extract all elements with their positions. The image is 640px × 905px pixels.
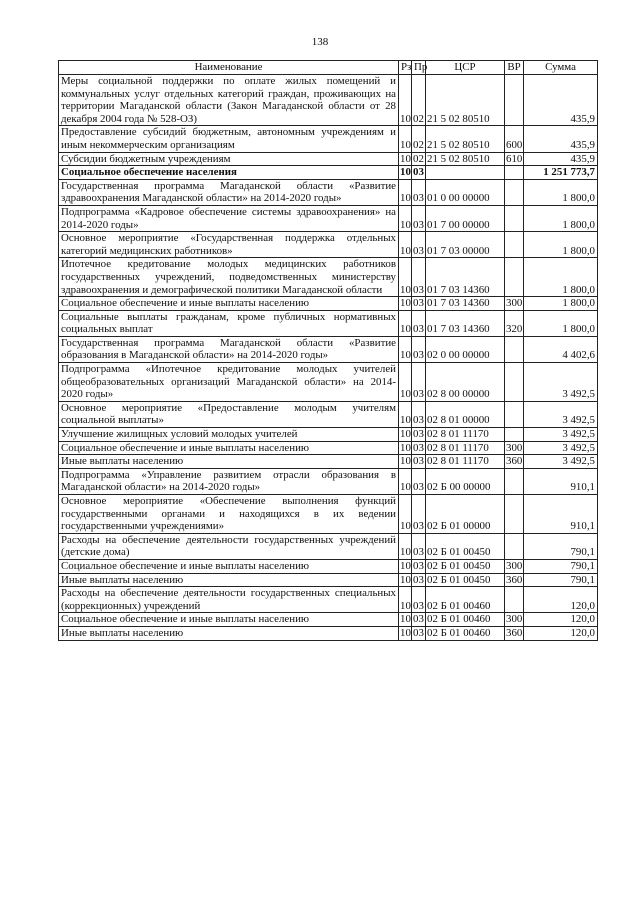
cell-pr: 03 xyxy=(412,179,426,205)
table-row xyxy=(59,428,598,442)
table-row xyxy=(59,152,598,166)
cell-name: Социальное обеспечение и иные выплаты населению xyxy=(59,613,399,627)
cell-sum: 3 492,5 xyxy=(524,428,598,442)
cell-sum: 435,9 xyxy=(524,152,598,166)
cell-rz: 10 xyxy=(400,166,411,179)
cell-pr: 03 xyxy=(412,533,426,559)
cell-pr: 03 xyxy=(412,401,426,427)
cell-name: Основное мероприятие «Предоставление молодым учителям социальной выплаты» xyxy=(59,401,399,427)
cell-sum: 3 492,5 xyxy=(524,455,598,469)
header-sum: Сумма xyxy=(524,61,598,75)
cell-pr: 02 xyxy=(412,126,426,152)
cell-vr xyxy=(505,401,524,427)
cell-pr: 03 xyxy=(412,336,426,362)
cell-csr: 02 8 01 11170 xyxy=(426,428,505,442)
cell-vr xyxy=(505,587,524,613)
cell-csr: 21 5 02 80510 xyxy=(426,75,505,126)
cell-csr: 02 8 01 11170 xyxy=(426,455,505,469)
cell-sum: 120,0 xyxy=(524,626,598,640)
cell-csr: 01 0 00 00000 xyxy=(426,179,505,205)
table-row xyxy=(59,559,598,573)
cell-rz: 10 xyxy=(400,297,411,310)
cell-name: Подпрограмма «Управление развитием отрасли образования в Магаданской области» на 2014-2020 годы» xyxy=(59,468,399,494)
table-row xyxy=(59,626,598,640)
cell-csr xyxy=(426,166,505,180)
cell-vr: 300 xyxy=(506,613,523,626)
cell-name: Социальные выплаты гражданам, кроме публичных нормативных социальных выплат xyxy=(59,310,399,336)
table-row xyxy=(59,75,598,126)
cell-pr: 03 xyxy=(413,613,424,626)
cell-sum: 1 800,0 xyxy=(524,179,598,205)
cell-rz: 10 xyxy=(400,152,411,165)
cell-sum: 1 251 773,7 xyxy=(524,166,598,180)
cell-csr: 02 Б 01 00450 xyxy=(426,559,505,573)
cell-vr: 360 xyxy=(506,626,523,639)
cell-pr: 03 xyxy=(412,468,426,494)
cell-rz: 10 xyxy=(399,258,412,297)
cell-rz: 10 xyxy=(399,75,412,126)
cell-vr xyxy=(505,363,524,402)
cell-name: Основное мероприятие «Обеспечение выполнения функций государственными органами и находящихся в их ведении государственными учреждениями» xyxy=(59,495,399,534)
cell-vr xyxy=(505,468,524,494)
cell-sum: 790,1 xyxy=(524,533,598,559)
cell-pr: 03 xyxy=(413,166,424,179)
cell-rz: 10 xyxy=(400,613,411,626)
budget-table xyxy=(58,60,598,641)
table-row xyxy=(59,455,598,469)
cell-csr: 02 Б 01 00460 xyxy=(426,613,505,627)
cell-name: Социальное обеспечение и иные выплаты населению xyxy=(59,441,399,455)
table-row xyxy=(59,468,598,494)
table-row xyxy=(59,363,598,402)
cell-sum: 4 402,6 xyxy=(524,336,598,362)
cell-pr: 03 xyxy=(413,573,424,586)
cell-pr: 03 xyxy=(413,626,424,639)
table-row xyxy=(59,533,598,559)
cell-vr xyxy=(505,428,524,442)
cell-rz: 10 xyxy=(399,468,412,494)
cell-rz: 10 xyxy=(399,363,412,402)
cell-pr: 03 xyxy=(412,232,426,258)
cell-vr xyxy=(505,232,524,258)
page-number: 138 xyxy=(311,36,329,48)
cell-csr: 02 Б 00 00000 xyxy=(426,468,505,494)
cell-sum: 120,0 xyxy=(524,587,598,613)
cell-rz: 10 xyxy=(399,533,412,559)
table-row xyxy=(59,573,598,587)
cell-pr: 03 xyxy=(413,297,424,310)
cell-vr xyxy=(505,495,524,534)
cell-vr xyxy=(505,75,524,126)
cell-name: Социальное обеспечение и иные выплаты населению xyxy=(59,297,399,311)
cell-vr xyxy=(505,336,524,362)
cell-csr: 01 7 03 00000 xyxy=(426,232,505,258)
cell-rz: 10 xyxy=(399,587,412,613)
cell-name: Государственная программа Магаданской области «Развитие здравоохранения Магаданской области» на 2014-2020 годы» xyxy=(59,179,399,205)
cell-csr: 02 8 01 00000 xyxy=(426,401,505,427)
cell-sum: 1 800,0 xyxy=(524,310,598,336)
table-row xyxy=(59,205,598,231)
cell-rz: 10 xyxy=(399,205,412,231)
table-row xyxy=(59,587,598,613)
table-row xyxy=(59,258,598,297)
cell-name: Социальное обеспечение и иные выплаты населению xyxy=(59,559,399,573)
cell-pr: 03 xyxy=(412,310,426,336)
cell-csr: 01 7 03 14360 xyxy=(426,258,505,297)
cell-sum: 790,1 xyxy=(524,573,598,587)
cell-vr: 600 xyxy=(505,126,524,152)
cell-csr: 02 Б 01 00460 xyxy=(426,626,505,640)
cell-vr xyxy=(505,179,524,205)
cell-csr: 21 5 02 80510 xyxy=(426,152,505,166)
cell-csr: 02 Б 01 00000 xyxy=(426,495,505,534)
cell-csr: 01 7 03 14360 xyxy=(426,310,505,336)
cell-name: Иные выплаты населению xyxy=(59,573,399,587)
cell-pr: 03 xyxy=(412,495,426,534)
cell-rz: 10 xyxy=(399,401,412,427)
cell-sum: 3 492,5 xyxy=(524,401,598,427)
header-rz: Рз xyxy=(399,61,412,75)
table-row xyxy=(59,166,598,180)
cell-name: Меры социальной поддержки по оплате жилых помещений и коммунальных услуг отдельных категорий граждан, проживающих на территории Магаданской области (Закон Магаданской области от 28 декабря 2004 года № 528-ОЗ) xyxy=(59,75,399,126)
cell-name: Улучшение жилищных условий молодых учителей xyxy=(59,428,399,442)
cell-rz: 10 xyxy=(400,573,411,586)
cell-rz: 10 xyxy=(399,495,412,534)
cell-name: Подпрограмма «Кадровое обеспечение системы здравоохранения» на 2014-2020 годы» xyxy=(59,205,399,231)
cell-pr: 03 xyxy=(412,363,426,402)
cell-sum: 1 800,0 xyxy=(524,297,598,311)
cell-name: Предоставление субсидий бюджетным, автономным учреждениям и иным некоммерческим организациям xyxy=(59,126,399,152)
cell-csr: 21 5 02 80510 xyxy=(426,126,505,152)
cell-name: Иные выплаты населению xyxy=(59,455,399,469)
cell-name: Расходы на обеспечение деятельности государственных специальных (коррекционных) учреждений xyxy=(59,587,399,613)
cell-csr: 02 Б 01 00460 xyxy=(426,587,505,613)
cell-vr: 360 xyxy=(506,573,523,586)
cell-sum: 1 800,0 xyxy=(524,232,598,258)
cell-vr xyxy=(505,166,524,180)
cell-vr: 320 xyxy=(505,310,524,336)
cell-rz: 10 xyxy=(399,232,412,258)
cell-vr: 300 xyxy=(506,559,523,572)
table-row xyxy=(59,179,598,205)
cell-rz: 10 xyxy=(399,179,412,205)
cell-rz: 10 xyxy=(400,428,411,441)
cell-rz: 10 xyxy=(399,126,412,152)
table-header-row xyxy=(59,61,598,75)
cell-pr: 03 xyxy=(413,441,424,454)
cell-rz: 10 xyxy=(400,626,411,639)
header-vr: ВР xyxy=(505,61,524,75)
cell-vr xyxy=(505,205,524,231)
cell-name: Государственная программа Магаданской области «Развитие образования в Магаданской области» на 2014-2020 годы» xyxy=(59,336,399,362)
cell-sum: 790,1 xyxy=(524,559,598,573)
cell-name: Иные выплаты населению xyxy=(59,626,399,640)
cell-rz: 10 xyxy=(400,441,411,454)
cell-vr xyxy=(505,533,524,559)
header-pr: Пр xyxy=(412,61,426,75)
table-row xyxy=(59,297,598,311)
cell-csr: 02 0 00 00000 xyxy=(426,336,505,362)
cell-pr: 03 xyxy=(412,258,426,297)
cell-sum: 910,1 xyxy=(524,468,598,494)
cell-rz: 10 xyxy=(399,310,412,336)
cell-name: Ипотечное кредитование молодых медицинских работников государственных учреждений, подведомственных министерству здравоохранения и демографической политики Магаданской области xyxy=(59,258,399,297)
cell-csr: 02 Б 01 00450 xyxy=(426,533,505,559)
cell-vr xyxy=(505,258,524,297)
cell-pr: 02 xyxy=(413,152,424,165)
cell-sum: 1 800,0 xyxy=(524,205,598,231)
cell-pr: 03 xyxy=(413,559,424,572)
table-row xyxy=(59,401,598,427)
cell-vr: 360 xyxy=(506,455,523,468)
cell-pr: 03 xyxy=(412,587,426,613)
cell-pr: 02 xyxy=(412,75,426,126)
cell-pr: 03 xyxy=(412,205,426,231)
cell-name: Социальное обеспечение населения xyxy=(59,166,399,180)
cell-pr: 03 xyxy=(413,455,424,468)
cell-csr: 01 7 03 14360 xyxy=(426,297,505,311)
table-row xyxy=(59,336,598,362)
cell-rz: 10 xyxy=(400,559,411,572)
cell-name: Подпрограмма «Ипотечное кредитование молодых учителей общеобразовательных организаций Магаданской области» на 2014-2020 годы» xyxy=(59,363,399,402)
header-csr: ЦСР xyxy=(426,61,505,75)
cell-vr: 300 xyxy=(506,441,523,454)
table-row xyxy=(59,613,598,627)
cell-csr: 01 7 00 00000 xyxy=(426,205,505,231)
cell-name: Расходы на обеспечение деятельности государственных учреждений (детские дома) xyxy=(59,533,399,559)
cell-sum: 1 800,0 xyxy=(524,258,598,297)
cell-sum: 435,9 xyxy=(524,75,598,126)
table-row xyxy=(59,232,598,258)
cell-pr: 03 xyxy=(413,428,424,441)
cell-sum: 910,1 xyxy=(524,495,598,534)
cell-sum: 120,0 xyxy=(524,613,598,627)
cell-name: Субсидии бюджетным учреждениям xyxy=(59,152,399,166)
cell-csr: 02 Б 01 00450 xyxy=(426,573,505,587)
table-row xyxy=(59,495,598,534)
cell-sum: 3 492,5 xyxy=(524,363,598,402)
cell-rz: 10 xyxy=(399,336,412,362)
cell-sum: 435,9 xyxy=(524,126,598,152)
cell-csr: 02 8 00 00000 xyxy=(426,363,505,402)
header-name: Наименование xyxy=(59,61,399,75)
cell-vr: 300 xyxy=(506,297,523,310)
cell-rz: 10 xyxy=(400,455,411,468)
cell-csr: 02 8 01 11170 xyxy=(426,441,505,455)
table-row xyxy=(59,441,598,455)
table-body xyxy=(59,75,598,641)
cell-vr: 610 xyxy=(506,152,523,165)
table-row xyxy=(59,126,598,152)
cell-name: Основное мероприятие «Государственная поддержка отдельных категорий медицинских работников» xyxy=(59,232,399,258)
cell-sum: 3 492,5 xyxy=(524,441,598,455)
table-row xyxy=(59,310,598,336)
